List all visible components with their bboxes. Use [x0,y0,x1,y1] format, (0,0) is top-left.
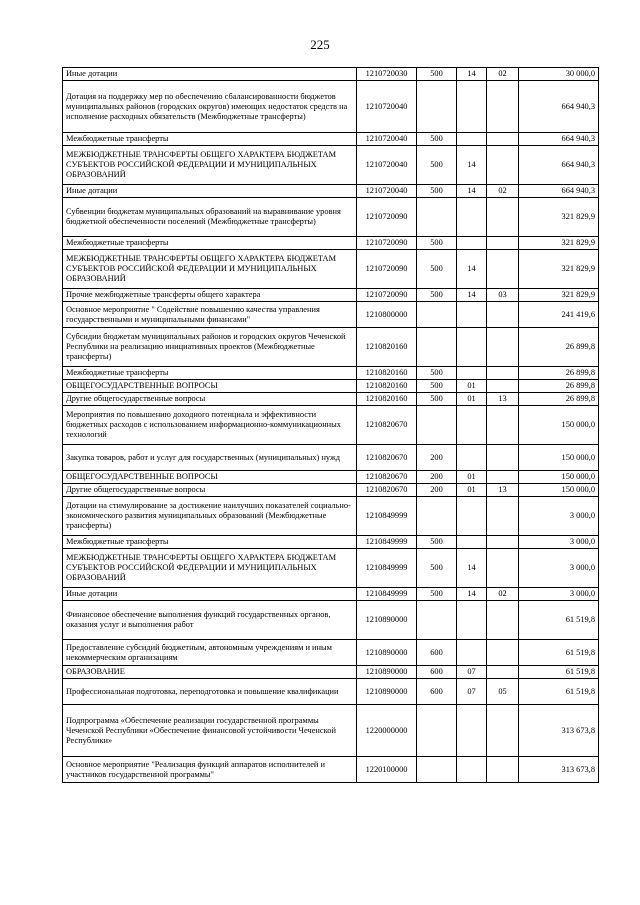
cell-sum: 30 000,0 [519,68,599,81]
cell-name: Другие общегосударственные вопросы [63,393,357,406]
cell-code: 1210720090 [357,237,417,250]
cell-sec: 01 [457,380,487,393]
cell-grp [417,757,457,783]
cell-code: 1210800000 [357,302,417,328]
cell-grp [417,497,457,536]
cell-grp: 500 [417,380,457,393]
cell-code: 1210820670 [357,406,417,445]
cell-name: Мероприятия по повышению доходного потенциала и эффективности бюджетных расходов с использованием информационно-коммуникационных технологий [63,406,357,445]
cell-grp: 500 [417,367,457,380]
cell-sec: 14 [457,185,487,198]
cell-sec [457,133,487,146]
cell-sec: 14 [457,250,487,289]
cell-sub [487,640,519,666]
cell-sec: 14 [457,588,487,601]
cell-name: Предоставление субсидий бюджетным, автономным учреждениям и иным некоммерческим организациям [63,640,357,666]
cell-sub [487,536,519,549]
cell-grp: 500 [417,289,457,302]
table-row [63,406,599,445]
cell-code: 1210890000 [357,666,417,679]
cell-code: 1210820670 [357,445,417,471]
cell-sec [457,536,487,549]
table-row [63,445,599,471]
cell-name: МЕЖБЮДЖЕТНЫЕ ТРАНСФЕРТЫ ОБЩЕГО ХАРАКТЕРА БЮДЖЕТАМ СУБЪЕКТОВ РОССИЙСКОЙ ФЕДЕРАЦИИ И МУНИЦИПАЛЬНЫХ ОБРАЗОВАНИЙ [63,146,357,185]
cell-code: 1210890000 [357,679,417,705]
cell-name: Профессиональная подготовка, переподготовка и повышение квалификации [63,679,357,705]
cell-sum: 150 000,0 [519,406,599,445]
cell-sub [487,380,519,393]
cell-sum: 321 829,9 [519,198,599,237]
cell-name: ОБРАЗОВАНИЕ [63,666,357,679]
cell-sub [487,471,519,484]
table-row [63,68,599,81]
cell-name: ОБЩЕГОСУДАРСТВЕННЫЕ ВОПРОСЫ [63,380,357,393]
cell-sum: 664 940,3 [519,185,599,198]
table-row [63,367,599,380]
cell-sub [487,81,519,133]
cell-sub [487,757,519,783]
cell-sub [487,406,519,445]
cell-sec [457,81,487,133]
cell-sec: 14 [457,549,487,588]
cell-grp: 600 [417,666,457,679]
cell-grp: 600 [417,640,457,666]
cell-grp: 200 [417,445,457,471]
cell-grp: 500 [417,146,457,185]
cell-code: 1210820160 [357,393,417,406]
table-row [63,302,599,328]
cell-code: 1210720090 [357,289,417,302]
cell-sum: 150 000,0 [519,445,599,471]
cell-sub [487,146,519,185]
cell-sum: 150 000,0 [519,471,599,484]
table-row [63,380,599,393]
cell-sum: 321 829,9 [519,289,599,302]
cell-name: МЕЖБЮДЖЕТНЫЕ ТРАНСФЕРТЫ ОБЩЕГО ХАРАКТЕРА БЮДЖЕТАМ СУБЪЕКТОВ РОССИЙСКОЙ ФЕДЕРАЦИИ И МУНИЦИПАЛЬНЫХ ОБРАЗОВАНИЙ [63,250,357,289]
cell-sec: 01 [457,484,487,497]
cell-grp [417,302,457,328]
table-row [63,536,599,549]
cell-sec [457,445,487,471]
cell-grp: 600 [417,679,457,705]
cell-sub: 05 [487,679,519,705]
cell-grp: 500 [417,588,457,601]
cell-sec [457,367,487,380]
cell-grp: 500 [417,237,457,250]
cell-grp [417,81,457,133]
cell-code: 1210720040 [357,185,417,198]
cell-sec: 01 [457,393,487,406]
cell-sub [487,601,519,640]
cell-code: 1210820670 [357,471,417,484]
table-row [63,133,599,146]
cell-code: 1210890000 [357,601,417,640]
cell-name: Прочие межбюджетные трансферты общего характера [63,289,357,302]
cell-sum: 26 899,8 [519,380,599,393]
cell-sec [457,328,487,367]
cell-code: 1220100000 [357,757,417,783]
cell-sum: 150 000,0 [519,484,599,497]
cell-code: 1210820160 [357,328,417,367]
cell-sec: 14 [457,289,487,302]
cell-code: 1210720090 [357,250,417,289]
cell-sub: 03 [487,289,519,302]
cell-code: 1210720040 [357,146,417,185]
cell-grp [417,705,457,757]
cell-sec [457,640,487,666]
cell-sub [487,198,519,237]
cell-name: Основное мероприятие "Реализация функций аппаратов исполнителей и участников государственной программы" [63,757,357,783]
page-number: 225 [310,37,330,52]
cell-sec [457,601,487,640]
cell-sub [487,666,519,679]
cell-code: 1210849999 [357,536,417,549]
cell-grp: 500 [417,133,457,146]
cell-name: Основное мероприятие " Содействие повышению качества управления государственными и муниципальными финансами" [63,302,357,328]
cell-name: Иные дотации [63,588,357,601]
cell-grp [417,328,457,367]
cell-code: 1210720040 [357,81,417,133]
cell-sub [487,237,519,250]
cell-name: Другие общегосударственные вопросы [63,484,357,497]
table-row [63,250,599,289]
cell-sum: 3 000,0 [519,588,599,601]
budget-table [62,67,599,783]
table-row [63,640,599,666]
table-row [63,237,599,250]
cell-sub [487,328,519,367]
table-row [63,185,599,198]
table-row [63,198,599,237]
cell-sum: 664 940,3 [519,81,599,133]
cell-sum: 61 519,8 [519,640,599,666]
cell-sum: 26 899,8 [519,393,599,406]
cell-sum: 664 940,3 [519,133,599,146]
cell-sum: 3 000,0 [519,549,599,588]
table-row [63,289,599,302]
cell-sum: 3 000,0 [519,497,599,536]
cell-name: Субвенции бюджетам муниципальных образований на выравнивание уровня бюджетной обеспеченности поселений (Межбюджетные трансферты) [63,198,357,237]
cell-code: 1210849999 [357,497,417,536]
cell-name: Межбюджетные трансферты [63,237,357,250]
cell-sum: 26 899,8 [519,328,599,367]
cell-name: Дотации на стимулирование за достижение наилучших показателей социально-экономического развития муниципальных образований (Межбюджетные трансферты) [63,497,357,536]
cell-name: Межбюджетные трансферты [63,367,357,380]
cell-name: Межбюджетные трансферты [63,133,357,146]
cell-grp [417,406,457,445]
table-row [63,497,599,536]
cell-code: 1210820160 [357,380,417,393]
cell-sum: 313 673,8 [519,705,599,757]
cell-sec [457,497,487,536]
table-row [63,146,599,185]
cell-sub [487,705,519,757]
cell-code: 1210720030 [357,68,417,81]
table-row [63,601,599,640]
cell-name: Субсидии бюджетам муниципальных районов и городских округов Чеченской Республики на реализацию инициативных проектов (Межбюджетные трансферты) [63,328,357,367]
cell-name: МЕЖБЮДЖЕТНЫЕ ТРАНСФЕРТЫ ОБЩЕГО ХАРАКТЕРА БЮДЖЕТАМ СУБЪЕКТОВ РОССИЙСКОЙ ФЕДЕРАЦИИ И МУНИЦИПАЛЬНЫХ ОБРАЗОВАНИЙ [63,549,357,588]
table-row [63,666,599,679]
cell-sum: 61 519,8 [519,601,599,640]
cell-sec [457,757,487,783]
cell-sec [457,198,487,237]
cell-sum: 313 673,8 [519,757,599,783]
cell-grp: 200 [417,471,457,484]
cell-grp [417,601,457,640]
cell-sec [457,406,487,445]
cell-sec: 14 [457,146,487,185]
cell-name: Закупка товаров, работ и услуг для государственных (муниципальных) нужд [63,445,357,471]
cell-sum: 664 940,3 [519,146,599,185]
cell-sec: 07 [457,666,487,679]
cell-grp: 500 [417,250,457,289]
cell-name: Иные дотации [63,185,357,198]
cell-sum: 61 519,8 [519,666,599,679]
cell-name: Межбюджетные трансферты [63,536,357,549]
cell-sub [487,445,519,471]
cell-name: Финансовое обеспечение выполнения функций государственных органов, оказания услуг и выполнения работ [63,601,357,640]
cell-sec [457,302,487,328]
cell-sub: 13 [487,484,519,497]
cell-sub: 13 [487,393,519,406]
cell-code: 1210720040 [357,133,417,146]
cell-sec: 07 [457,679,487,705]
cell-code: 1210720090 [357,198,417,237]
cell-code: 1210849999 [357,588,417,601]
cell-sub [487,302,519,328]
cell-sub [487,549,519,588]
cell-name: Иные дотации [63,68,357,81]
cell-sub [487,497,519,536]
cell-name: Дотация на поддержку мер по обеспечению сбалансированности бюджетов муниципальных районов (городских округов) имеющих недостаток средств на исполнение расходных обязательств (Межбюджетные трансферты) [63,81,357,133]
cell-sub [487,367,519,380]
cell-code: 1210849999 [357,549,417,588]
cell-sub: 02 [487,185,519,198]
cell-sum: 61 519,8 [519,679,599,705]
cell-code: 1210890000 [357,640,417,666]
cell-name: Подпрограмма «Обеспечение реализации государственной программы Чеченской Республики «Обеспечение финансовой устойчивости Чеченской Республики» [63,705,357,757]
cell-sum: 321 829,9 [519,237,599,250]
cell-code: 1210820160 [357,367,417,380]
table-row [63,328,599,367]
cell-sum: 241 419,6 [519,302,599,328]
cell-grp: 500 [417,393,457,406]
cell-grp [417,198,457,237]
table-row [63,393,599,406]
cell-sec [457,705,487,757]
cell-grp: 500 [417,185,457,198]
cell-grp: 200 [417,484,457,497]
table-row [63,81,599,133]
cell-sec: 01 [457,471,487,484]
table-row [63,588,599,601]
table-row [63,757,599,783]
cell-code: 1220000000 [357,705,417,757]
cell-sub [487,133,519,146]
cell-sum: 3 000,0 [519,536,599,549]
table-row [63,471,599,484]
cell-grp: 500 [417,536,457,549]
table-row [63,549,599,588]
cell-sum: 26 899,8 [519,367,599,380]
cell-sub: 02 [487,68,519,81]
cell-sec [457,237,487,250]
cell-sub [487,250,519,289]
table-row [63,679,599,705]
table-row [63,705,599,757]
cell-grp: 500 [417,549,457,588]
table-row [63,484,599,497]
cell-sub: 02 [487,588,519,601]
cell-code: 1210820670 [357,484,417,497]
cell-sec: 14 [457,68,487,81]
cell-grp: 500 [417,68,457,81]
cell-sum: 321 829,9 [519,250,599,289]
cell-name: ОБЩЕГОСУДАРСТВЕННЫЕ ВОПРОСЫ [63,471,357,484]
